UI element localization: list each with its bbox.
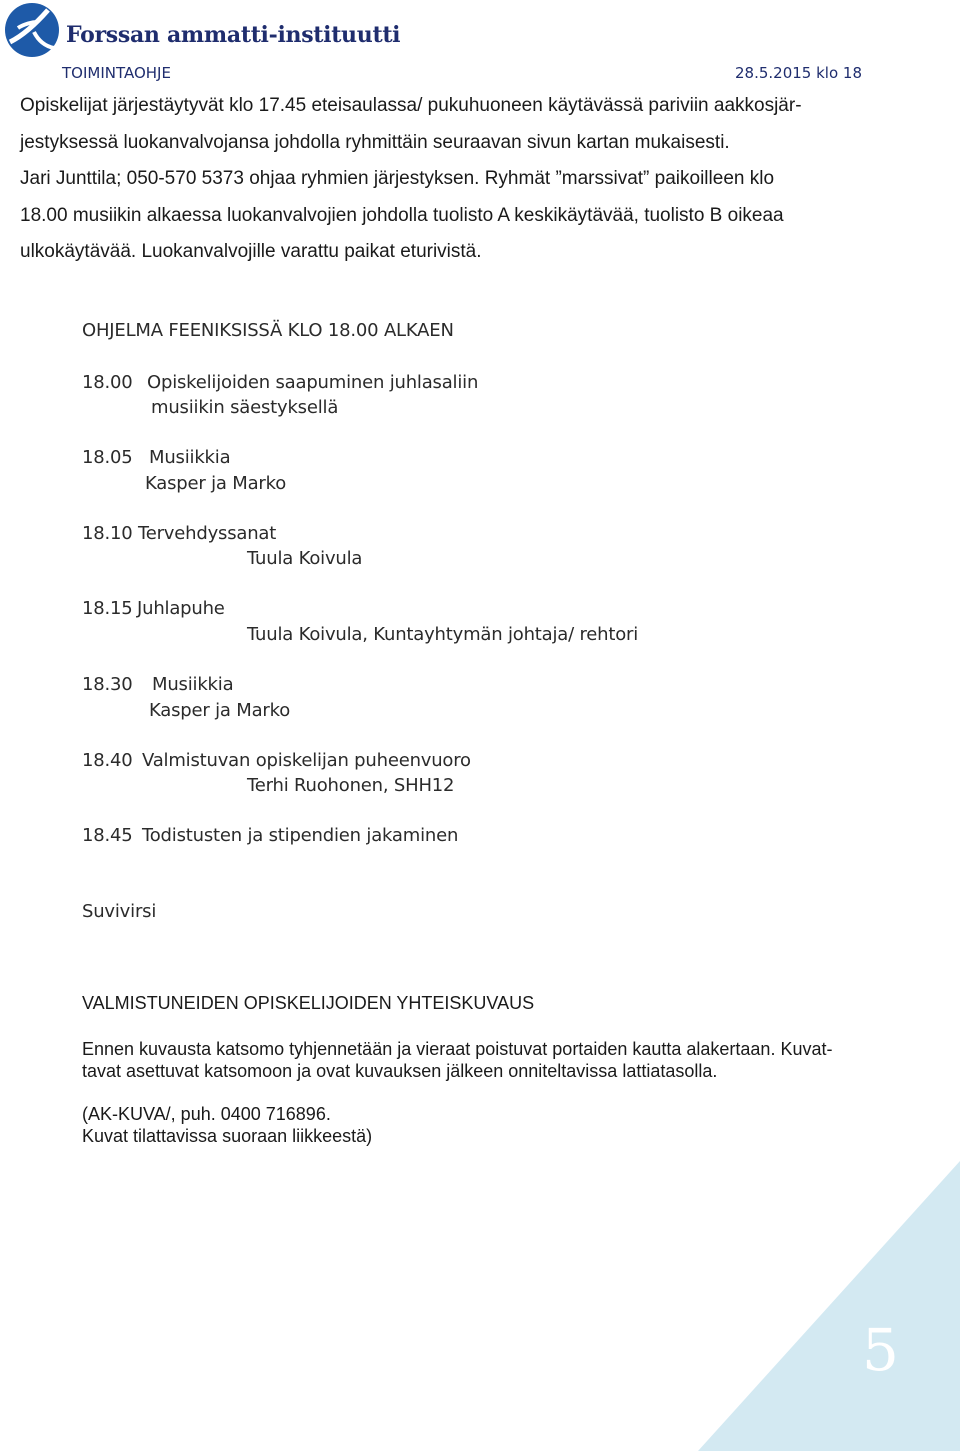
institute-logo: [4, 2, 60, 58]
intro-line: jestyksessä luokanvalvojansa johdolla ryhmittäin seuraavan sivun kartan mukaisesti.: [20, 131, 730, 153]
photo-heading: VALMISTUNEIDEN OPISKELIJOIDEN YHTEISKUVAUS: [82, 993, 535, 1013]
program-item-detail: Tuula Koivula, Kuntayhtymän johtaja/ rehtori: [247, 624, 639, 645]
program-item-detail: Kasper ja Marko: [145, 473, 287, 494]
photo-note-line: Kuvat tilattavissa suoraan liikkeestä): [82, 1126, 373, 1146]
program-item-detail: Kasper ja Marko: [149, 700, 291, 721]
program-item-time: 18.10: [82, 523, 133, 544]
program-item-title: Musiikkia: [149, 447, 231, 468]
intro-line: Opiskelijat järjestäytyvät klo 17.45 eteisaulassa/ pukuhuoneen käytävässä pariviin aakkosjär-: [20, 95, 802, 116]
program-item-title: Opiskelijoiden saapuminen juhlasaliin: [147, 372, 479, 393]
page-number: 5: [862, 1316, 899, 1384]
photo-instructions-line: Ennen kuvausta katsomo tyhjennetään ja vieraat poistuvat portaiden kautta alakertaan. Kuvat-: [82, 1039, 833, 1059]
institute-name: Forssan ammatti-instituutti: [66, 22, 401, 48]
document-type: TOIMINTAOHJE: [62, 64, 171, 82]
program-item-time: 18.30: [82, 674, 133, 695]
photo-note-line: (AK-KUVA/, puh. 0400 716896.: [82, 1104, 331, 1124]
program-item-title: Todistusten ja stipendien jakaminen: [142, 825, 459, 846]
program-item-title: Valmistuvan opiskelijan puheenvuoro: [142, 750, 471, 771]
program-item-title: Musiikkia: [152, 674, 234, 695]
program-item-detail: Terhi Ruohonen, SHH12: [247, 775, 455, 796]
intro-line: Jari Junttila; 050-570 5373 ohjaa ryhmien järjestyksen. Ryhmät ”marssivat” paikoilleen klo: [20, 168, 775, 189]
program-item-time: 18.05: [82, 447, 133, 468]
photo-instructions-line: tavat asettuvat katsomoon ja ovat kuvauksen jälkeen onniteltavissa lattiatasolla.: [82, 1061, 718, 1081]
program-item-time: 18.00: [82, 372, 133, 393]
program-item-time: 18.15: [82, 598, 133, 619]
photo-contact-note: [82, 1103, 902, 1147]
program-item-title: Tervehdyssanat: [138, 523, 277, 544]
program-item-time: 18.40: [82, 750, 133, 771]
intro-line: ulkokäytävää. Luokanvalvojille varattu paikat eturivistä.: [20, 241, 482, 262]
photo-instructions: [82, 1038, 902, 1082]
intro-line: 18.00 musiikin alkaessa luokanvalvojien johdolla tuolisto A keskikäytävää, tuolisto B oikeaa: [20, 204, 784, 226]
program-heading: OHJELMA FEENIKSISSÄ KLO 18.00 ALKAEN: [82, 320, 454, 341]
program-item-title: Juhlapuhe: [137, 598, 225, 619]
intro-paragraph: [20, 88, 900, 271]
document-date: 28.5.2015 klo 18: [735, 64, 862, 82]
corner-decoration: [698, 1161, 960, 1451]
program-closing: Suvivirsi: [82, 901, 157, 922]
program-item-detail: musiikin säestyksellä: [151, 397, 339, 418]
program-item-detail: Tuula Koivula: [247, 548, 363, 569]
program-item-time: 18.45: [82, 825, 133, 846]
